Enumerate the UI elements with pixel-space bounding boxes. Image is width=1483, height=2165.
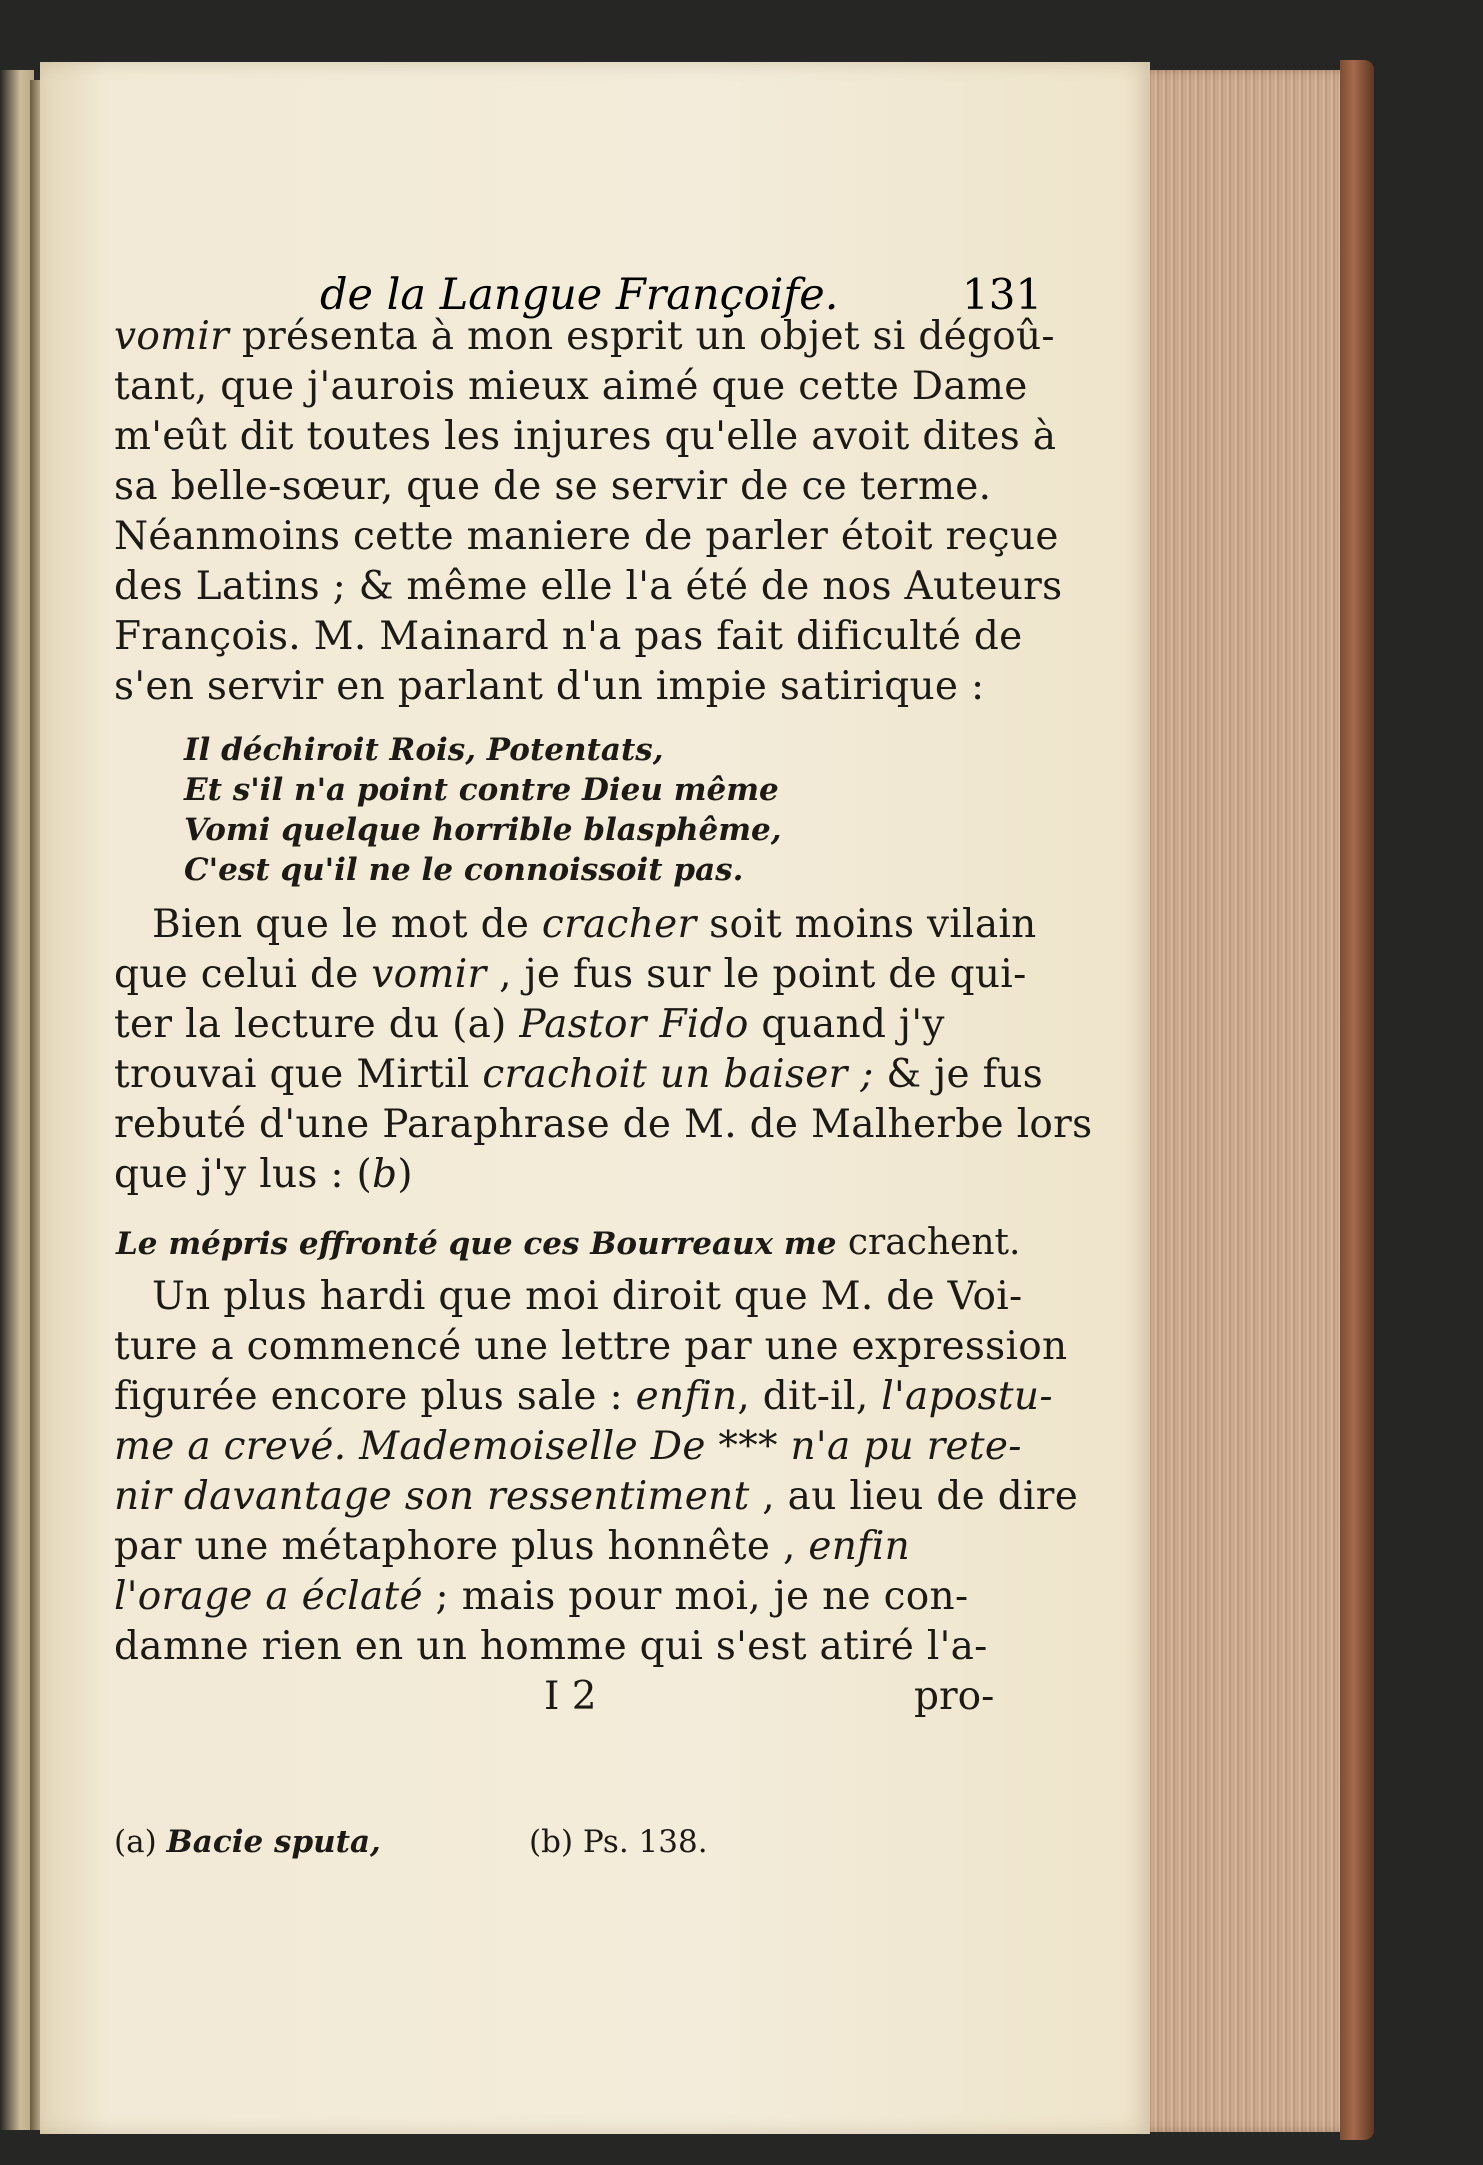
line-text: damne rien en un homme qui s'est atiré l'a- <box>114 1624 988 1669</box>
verse-line: C'est qu'il ne le connoissoit pas. <box>184 852 744 888</box>
text-line <box>114 1324 1067 1369</box>
line-text: ) <box>397 1152 413 1197</box>
italic-word: vomir <box>371 952 487 997</box>
italic-word: me a crevé. Mademoiselle De *** n'a pu rete- <box>114 1424 1022 1469</box>
page-block-edges <box>1130 70 1360 2132</box>
signature-mark: I 2 <box>544 1674 597 1719</box>
line-text: par une métaphore plus honnête , <box>114 1524 809 1569</box>
line-text: , je fus sur le point de qui- <box>486 952 1027 997</box>
line-text: soit moins vilain <box>696 902 1037 947</box>
page-number: 131 <box>962 270 1043 319</box>
verse-line: Il déchiroit Rois, Potentats, <box>184 732 664 768</box>
running-title: de la Langue Françoife. <box>320 270 839 320</box>
text-line <box>114 1624 988 1669</box>
footnote-label: (a) <box>114 1824 157 1860</box>
line-text: rebuté d'une Paraphrase de M. de Malherbe lors <box>114 1102 1093 1147</box>
italic-word: cracher <box>541 902 697 947</box>
line-text: quand j'y <box>748 1002 945 1047</box>
line-text: trouvai que Mirtil <box>114 1052 483 1097</box>
verse-line: Et s'il n'a point contre Dieu même <box>184 772 779 808</box>
footnote-b <box>529 1824 708 1860</box>
italic-word: enfin <box>635 1374 738 1419</box>
text-line: François. M. Mainard n'a pas fait dificulté de <box>114 614 1023 659</box>
facing-page-edge <box>0 70 34 2130</box>
line-text: que celui de <box>114 952 372 997</box>
italic-word: nir davantage son ressentiment <box>114 1474 750 1519</box>
line-text: ; mais pour moi, je ne con- <box>422 1574 969 1619</box>
text-line: m'eût dit toutes les injures qu'elle avoit dites à <box>114 414 1057 459</box>
line-text: présenta à mon esprit un objet si dégoû- <box>241 314 1055 359</box>
quote-line <box>116 1222 1020 1263</box>
text-line <box>114 1524 910 1569</box>
line-text: que j'y lus : ( <box>114 1152 373 1197</box>
text-line: sa belle-sœur, que de se servir de ce terme. <box>114 464 992 509</box>
text-line <box>114 1274 1023 1319</box>
text-line <box>114 1102 1092 1147</box>
text-line <box>114 1152 413 1197</box>
book-cover-edge <box>1340 60 1374 2140</box>
line-text: & je fus <box>873 1052 1044 1097</box>
text-line <box>114 314 1055 359</box>
footnote-a <box>114 1824 381 1860</box>
line-text: , dit-il, <box>737 1374 882 1419</box>
text-line <box>114 1052 1043 1097</box>
quote-roman: crachent. <box>836 1222 1021 1263</box>
footnote-label: (b) <box>529 1824 574 1860</box>
italic-word: b <box>372 1152 398 1197</box>
catchword: pro- <box>914 1674 995 1719</box>
italic-word: vomir <box>114 314 230 359</box>
line-text: ture a commencé une lettre par une expression <box>114 1324 1068 1369</box>
line-text: , au lieu de dire <box>749 1474 1079 1519</box>
quote-italic: Le mépris effronté que ces Bourreaux me <box>116 1226 837 1262</box>
line-text: figurée encore plus sale : <box>114 1374 636 1419</box>
italic-word: Pastor Fido <box>519 1002 749 1047</box>
text-line <box>114 1424 1022 1469</box>
footnote-text: Ps. 138. <box>582 1824 708 1860</box>
line-text: Un plus hardi que moi diroit que M. de Voi- <box>152 1274 1023 1319</box>
text-line: tant, que j'aurois mieux aimé que cette Dame <box>114 364 1028 409</box>
text-line: des Latins ; & même elle l'a été de nos Auteurs <box>114 564 1063 609</box>
footnote-text: Bacie sputa, <box>166 1824 381 1860</box>
text-line <box>114 902 1037 947</box>
text-line <box>114 1474 1078 1519</box>
italic-word: l'apostu- <box>881 1374 1053 1419</box>
book-page <box>40 62 1150 2134</box>
italic-word: crachoit un baiser ; <box>482 1052 874 1097</box>
text-line <box>114 952 1027 997</box>
line-text: ter la lecture du (a) <box>114 1002 520 1047</box>
text-line <box>114 1574 968 1619</box>
italic-word: l'orage a éclaté <box>114 1574 423 1619</box>
italic-word: enfin <box>808 1524 911 1569</box>
text-line: Néanmoins cette maniere de parler étoit reçue <box>114 514 1059 559</box>
text-line <box>114 1374 1053 1419</box>
line-text: Bien que le mot de <box>152 902 542 947</box>
verse-line: Vomi quelque horrible blasphême, <box>184 812 782 848</box>
text-line <box>114 1002 945 1047</box>
text-line: s'en servir en parlant d'un impie satirique : <box>114 664 985 709</box>
